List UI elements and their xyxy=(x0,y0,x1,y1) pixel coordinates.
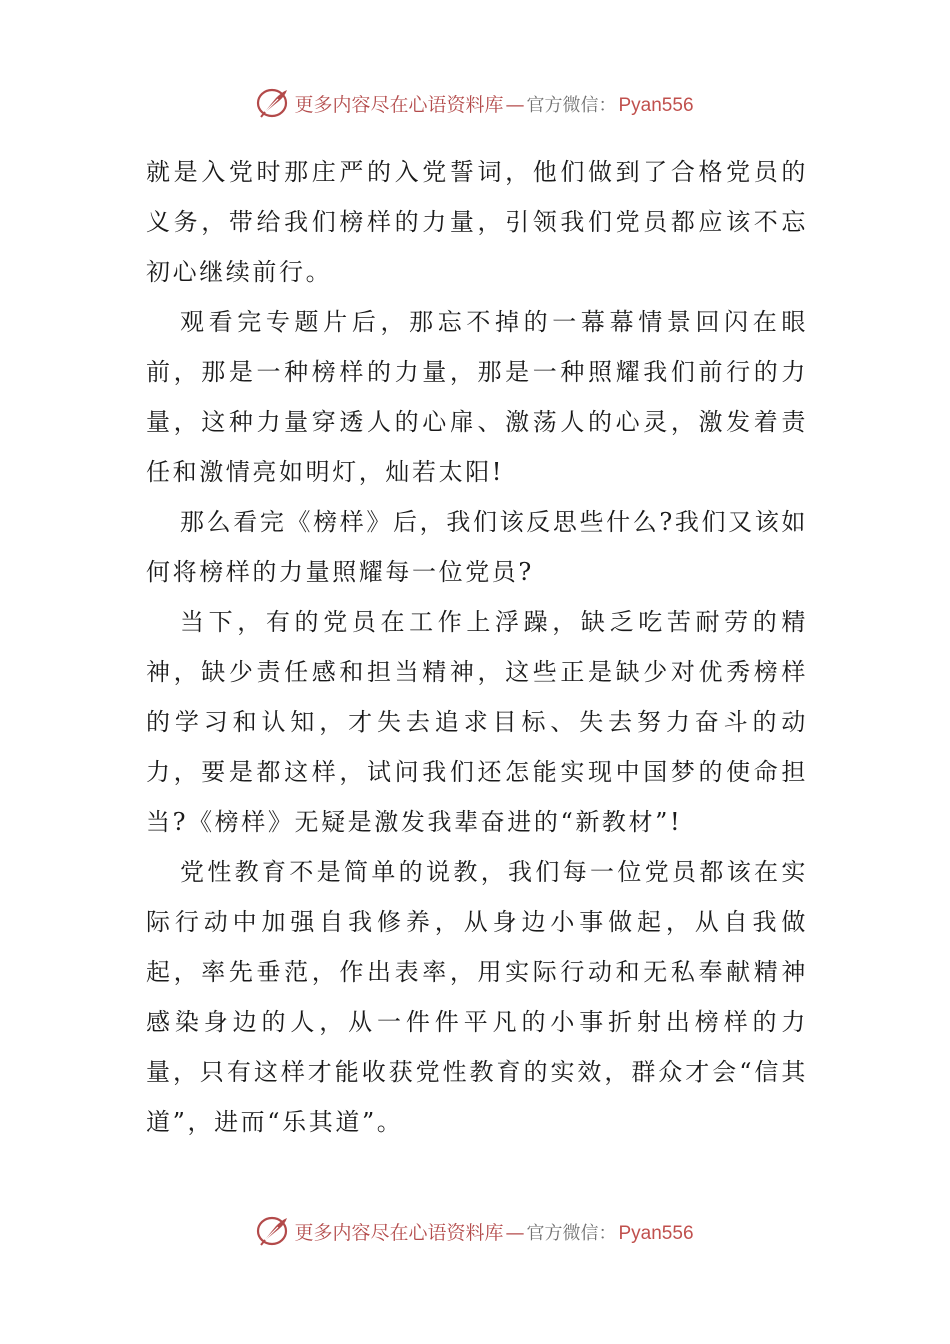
paragraph-3: 那么看完《榜样》后，我们该反思些什么?我们又该如何将榜样的力量照耀每一位党员? xyxy=(146,508,808,586)
paragraph-2: 观看完专题片后，那忘不掉的一幕幕情景回闪在眼前，那是一种榜样的力量，那是一种照耀我们前行的力量，这种力量穿透人的心扉、激荡人的心灵，激发着责任和激情亮如明灯，灿若太阳! xyxy=(146,308,808,486)
banner-dash: — xyxy=(505,93,525,116)
banner-dash: — xyxy=(505,1221,525,1244)
banner-text xyxy=(294,1218,693,1245)
document-body xyxy=(146,147,808,1147)
paragraph-1: 就是入党时那庄严的入党誓词，他们做到了合格党员的义务，带给我们榜样的力量，引领我们党员都应该不忘初心继续前行。 xyxy=(146,158,808,286)
banner-main-text: 更多内容尽在心语资料库 xyxy=(294,93,504,116)
banner-wechat-label: 官方微信： xyxy=(526,1222,617,1244)
header-banner xyxy=(0,83,950,123)
quill-pen-logo-icon xyxy=(256,86,290,120)
paragraph-4: 当下，有的党员在工作上浮躁，缺乏吃苦耐劳的精神，缺少责任感和担当精神，这些正是缺少对优秀榜样的学习和认知，才失去追求目标、失去努力奋斗的动力，要是都这样，试问我们还怎能实现中国梦的使命担当?《榜样》无疑是激发我辈奋进的“新教材”! xyxy=(146,608,808,836)
banner-main-text: 更多内容尽在心语资料库 xyxy=(294,1221,504,1244)
footer-banner xyxy=(0,1211,950,1251)
paragraph-5: 党性教育不是简单的说教，我们每一位党员都该在实际行动中加强自我修养，从身边小事做起，从自我做起，率先垂范，作出表率，用实际行动和无私奉献精神感染身边的人，从一件件平凡的小事折射出榜样的力量，只有这样才能收获党性教育的实效，群众才会“信其道”，进而“乐其道”。 xyxy=(146,858,808,1136)
banner-wechat-id: Pyan556 xyxy=(618,94,694,116)
banner-wechat-id: Pyan556 xyxy=(618,1222,694,1244)
quill-pen-logo-icon xyxy=(256,1214,290,1248)
banner-text xyxy=(294,90,693,117)
banner-wechat-label: 官方微信： xyxy=(526,94,617,116)
